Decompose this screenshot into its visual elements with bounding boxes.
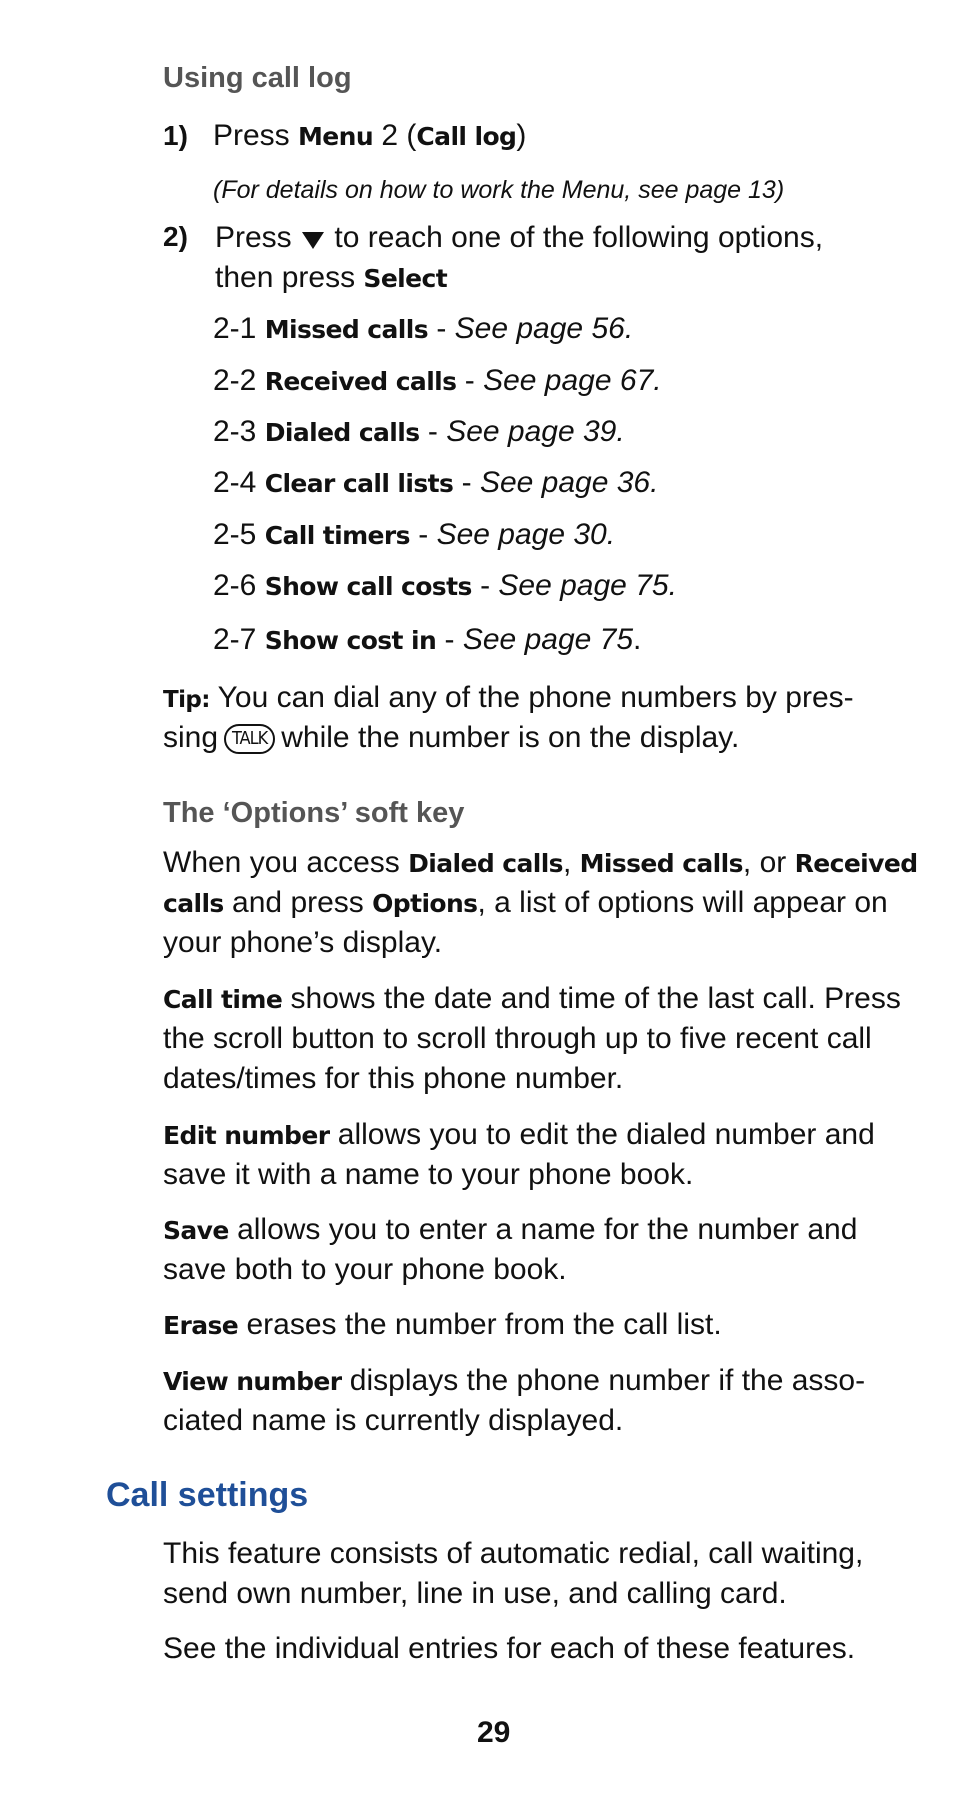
option-separator: - (453, 466, 480, 499)
page-reference: See page 39. (446, 415, 625, 448)
option-separator: - (427, 312, 455, 345)
option-term: View number (163, 1367, 342, 1396)
options-keyword: Options (372, 889, 478, 918)
dialed-calls-keyword: Dialed calls (408, 849, 563, 878)
option-term: Call time (163, 985, 283, 1014)
list-item (213, 515, 615, 556)
option-code: 2-1 (213, 312, 265, 345)
intro-text: , a list of options will appear on (477, 886, 888, 919)
intro-text: When you access (163, 846, 409, 879)
page-reference: See page 75 (462, 623, 634, 656)
option-text: shows the date and time of the last call. Press (282, 982, 901, 1015)
option-name: Clear call lists (264, 469, 454, 498)
tip-text: You can dial any of the phone numbers by pres- (209, 681, 854, 714)
step-text: Press (215, 221, 301, 254)
option-description-line: save both to your phone book. (163, 1253, 567, 1286)
list-item (213, 566, 677, 607)
option-code: 2-7 (213, 623, 265, 656)
step-text: Press (213, 119, 299, 152)
option-description (163, 1305, 722, 1346)
option-text: allows you to enter a name for the number and (228, 1213, 858, 1246)
option-separator: - (456, 364, 484, 397)
step-text: 2 ( (373, 119, 417, 152)
tip-line-2 (163, 718, 739, 758)
intro-text: and press (223, 886, 373, 919)
list-item (213, 412, 625, 453)
option-code: 2-2 (213, 364, 265, 397)
option-separator: - (409, 518, 437, 551)
option-description (163, 979, 901, 1020)
call-settings-paragraph-line: See the individual entries for each of these features. (163, 1632, 856, 1665)
step-text: then press (215, 261, 364, 294)
option-code: 2-6 (213, 569, 265, 602)
down-triangle-icon (302, 232, 324, 249)
options-intro-line-3: your phone’s display. (163, 926, 443, 959)
option-separator: - (419, 415, 447, 448)
tip-text: sing (163, 721, 219, 754)
page-reference: See page 36. (479, 466, 659, 499)
option-description-line: save it with a name to your phone book. (163, 1158, 694, 1191)
option-separator: - (436, 623, 463, 656)
tip-text: while the number is on the display. (281, 721, 740, 754)
option-name: Received calls (264, 367, 457, 396)
option-description (163, 1115, 875, 1156)
list-item (213, 463, 658, 504)
step-text: ) (516, 119, 527, 152)
page-number: 29 (477, 1716, 511, 1749)
option-code: 2-5 (213, 518, 265, 551)
option-term: Edit number (163, 1121, 330, 1150)
step-2-line-2 (215, 258, 447, 299)
call-settings-paragraph-line: send own number, line in use, and calling card. (163, 1577, 787, 1610)
option-term: Save (163, 1216, 229, 1245)
option-code: 2-4 (213, 466, 265, 499)
option-text: allows you to edit the dialed number and (329, 1118, 875, 1151)
option-name: Show call costs (264, 572, 472, 601)
tip-label: Tip: (163, 687, 210, 713)
option-description-line: the scroll button to scroll through up to five recent call (163, 1022, 872, 1055)
options-intro-line-2 (163, 883, 888, 924)
step-number: 1) (163, 120, 188, 151)
option-description (163, 1361, 865, 1402)
option-separator: - (471, 569, 499, 602)
select-keyword: Select (363, 264, 448, 293)
option-description-line: ciated name is currently displayed. (163, 1404, 624, 1437)
received-calls-keyword: Received (794, 849, 918, 878)
option-name: Call timers (264, 521, 410, 550)
step-2-line-1 (215, 218, 823, 258)
talk-key-icon: TALK (224, 724, 275, 754)
step-1-text (213, 116, 526, 157)
section-heading-options-soft-key: The ‘Options’ soft key (163, 797, 465, 829)
section-heading-call-settings: Call settings (106, 1476, 309, 1514)
call-log-keyword: Call log (416, 122, 517, 151)
page-reference: See page 56. (454, 312, 634, 345)
missed-calls-keyword: Missed calls (579, 849, 743, 878)
option-name: Show cost in (264, 626, 437, 655)
option-name: Missed calls (264, 315, 428, 344)
option-code: 2-3 (213, 415, 265, 448)
option-description-line: dates/times for this phone number. (163, 1062, 624, 1095)
list-item (213, 309, 633, 350)
option-name: Dialed calls (264, 418, 420, 447)
page-reference: See page 67. (483, 364, 662, 397)
intro-text: , or (742, 846, 795, 879)
tip-line-1 (163, 678, 854, 720)
received-calls-keyword: calls (163, 889, 224, 918)
page-reference: See page 75. (498, 569, 677, 602)
option-term: Erase (163, 1311, 239, 1340)
page-reference: See page 30. (436, 518, 616, 551)
menu-note: (For details on how to work the Menu, see page 13) (213, 176, 785, 204)
section-heading-call-log: Using call log (163, 62, 352, 94)
options-intro-line-1 (163, 843, 918, 884)
list-item (213, 361, 662, 402)
step-number: 2) (163, 221, 188, 252)
menu-keyword: Menu (298, 122, 374, 151)
list-item (213, 620, 641, 661)
option-end: . (633, 623, 642, 656)
intro-text: , (562, 846, 580, 879)
call-settings-paragraph-line: This feature consists of automatic redial, call waiting, (163, 1537, 864, 1570)
option-description (163, 1210, 857, 1251)
option-text: erases the number from the call list. (238, 1308, 722, 1341)
step-text: to reach one of the following options, (326, 221, 824, 254)
option-text: displays the phone number if the asso- (341, 1364, 866, 1397)
